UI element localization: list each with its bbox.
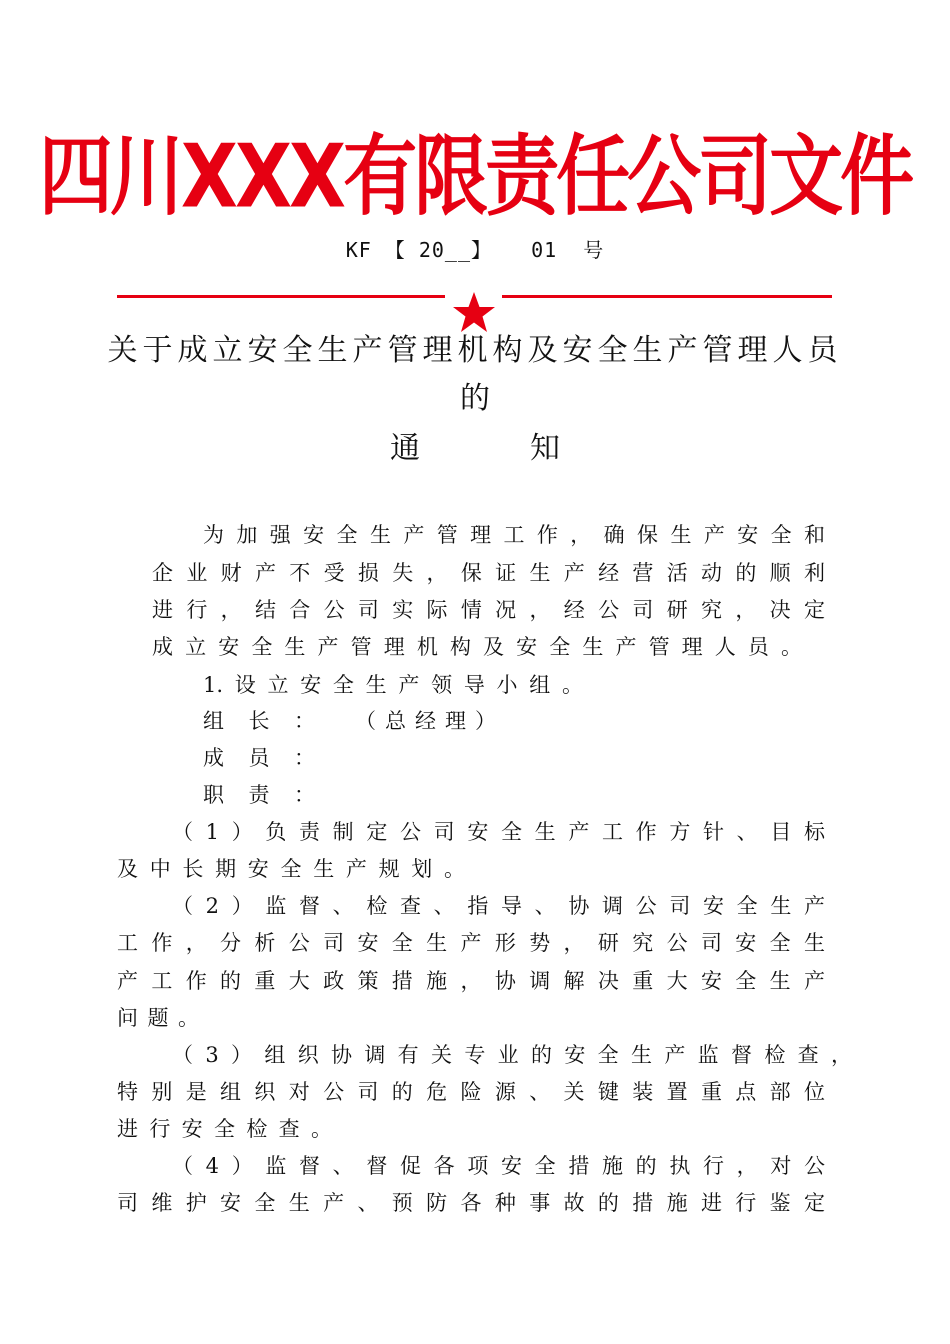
- notice-title-char-1: 通: [390, 431, 420, 466]
- red-rule-right: [502, 295, 832, 298]
- duty-2-line-2: 工作，分析公司安全生产形势，研究公司安全生: [117, 931, 825, 955]
- duty-4-line-2: 司维护安全生产、预防各种事故的措施进行鉴定: [117, 1191, 825, 1215]
- duty-3-line-1: （3）组织协调有关专业的安全生产监督检查，: [172, 1043, 852, 1067]
- duties-label: 职责：: [203, 783, 315, 807]
- duty-2-line-4: 问题。: [117, 1006, 199, 1030]
- leader-row: [203, 706, 505, 736]
- notice-title-line1: 关于成立安全生产管理机构及安全生产管理人员: [107, 333, 843, 368]
- intro-line-1: 为加强安全生产管理工作，确保生产安全和: [203, 523, 825, 547]
- masthead-text: 四川XXX有限责任公司文件: [38, 126, 912, 228]
- duty-3-line-2: 特别是组织对公司的危险源、关键装置重点部位: [117, 1080, 825, 1104]
- star-icon: [452, 291, 496, 335]
- intro-line-2: 企业财产不受损失，保证生产经营活动的顺利: [152, 561, 825, 585]
- duty-4-line-1: （4）监督、督促各项安全措施的执行，对公: [172, 1154, 825, 1178]
- red-rule-left: [117, 295, 445, 298]
- notice-title-char-2: 知: [530, 431, 560, 466]
- notice-title-line2: 的: [460, 381, 490, 416]
- intro-line-4: 成立安全生产管理机构及安全生产管理人员。: [152, 635, 802, 659]
- duty-1-line-1: （1）负责制定公司安全生产工作方针、目标: [172, 820, 825, 844]
- leader-label: 组长：: [203, 709, 315, 733]
- duty-3-line-3: 进行安全检查。: [117, 1117, 332, 1141]
- members-label: 成员：: [203, 746, 315, 770]
- duty-2-line-1: （2）监督、检查、指导、协调公司安全生产: [172, 894, 825, 918]
- duty-1-line-2: 及中长期安全生产规划。: [117, 857, 465, 881]
- members-row: [203, 743, 315, 773]
- duty-2-line-3: 产工作的重大政策措施，协调解决重大安全生产: [117, 969, 825, 993]
- duties-row: [203, 780, 315, 810]
- leader-value: （总经理）: [355, 709, 505, 733]
- notice-title-line3: [0, 428, 950, 470]
- document-number: KF 【 20__】 01 号: [345, 238, 605, 262]
- document-masthead: [0, 122, 950, 232]
- section-1-heading: 1.设立安全生产领导小组。: [203, 673, 583, 697]
- intro-line-3: 进行，结合公司实际情况，经公司研究，决定: [152, 598, 825, 622]
